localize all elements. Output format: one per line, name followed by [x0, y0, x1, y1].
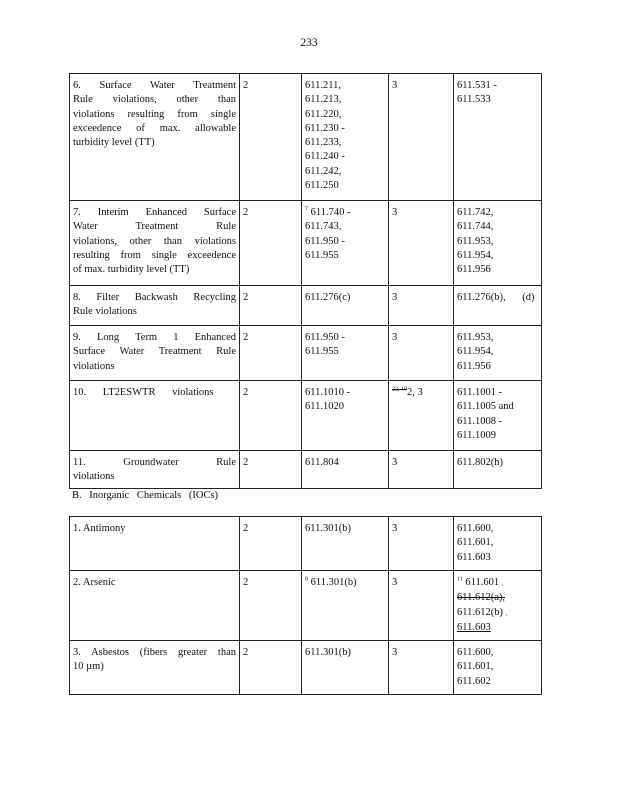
table-row [70, 571, 542, 641]
footnote-mark: 22, 10 [392, 386, 407, 393]
table-microbial [69, 73, 542, 489]
contaminant-cell: 2. Arsenic [70, 571, 240, 641]
contaminant-cell: 7. Interim Enhanced Surface Water Treatment Rule violations, other than violations resulting from single exceedence of max. turbidity level (TT) [70, 201, 240, 286]
citation-cell: 611.953, 611.954, 611.956 [454, 326, 542, 381]
tier-cell: 2 [240, 571, 302, 641]
citation-cell: 611.600, 611.601, 611.603 [454, 517, 542, 571]
citation-cell: 611.531 - 611.533 [454, 74, 542, 201]
page-number: 233 [300, 37, 318, 49]
citation-cell: 611.1010 - 611.1020 [302, 381, 389, 451]
citation-cell: $^8$ 611.301(b) [302, 571, 389, 641]
table-row [70, 201, 542, 286]
tier-cell: 3 [389, 451, 454, 489]
contaminant-cell: 9. Long Term 1 Enhanced Surface Water Treatment Rule violations [70, 326, 240, 381]
tier-cell: 2 [240, 201, 302, 286]
tier-cell: 3 [389, 571, 454, 641]
tier-cell: 2 [240, 517, 302, 571]
citation-cell: 611.301(b) [302, 641, 389, 695]
contaminant-cell: 6. Surface Water Treatment Rule violations, other than violations resulting from single exceedence of max. allowable turbidity level (TT) [70, 74, 240, 201]
footnote-mark: 11 [457, 576, 463, 583]
section-heading: B. Inorganic Chemicals (IOCs) [72, 490, 219, 501]
citation-cell: 611.276(c) [302, 286, 389, 326]
table-row [70, 74, 542, 201]
contaminant-cell: 3. Asbestos (fibers greater than 10 µm) [70, 641, 240, 695]
table-row [70, 641, 542, 695]
citation-cell: 611.600, 611.601, 611.602 [454, 641, 542, 695]
contaminant-cell: 11. Groundwater Rule violations [70, 451, 240, 489]
citation-cell: $^7$ 611.740 - 611.743, 611.950 - 611.955 [302, 201, 389, 286]
table-inorganic [69, 516, 542, 695]
citation-cell: 611.301(b) [302, 517, 389, 571]
tier-cell: 3 [389, 201, 454, 286]
citation-cell: 611.804 [302, 451, 389, 489]
citation-cell: 611.276(b), (d) [454, 286, 542, 326]
citation-cell: 611.1001 - 611.1005 and 611.1008 - 611.1009 [454, 381, 542, 451]
table-row [70, 517, 542, 571]
table-row [70, 326, 542, 381]
table-row [70, 381, 542, 451]
tier-cell: 3 [389, 74, 454, 201]
footnote-mark: 7 [305, 206, 308, 213]
tier-cell: 2 [240, 451, 302, 489]
contaminant-cell: 8. Filter Backwash Recycling Rule violations [70, 286, 240, 326]
tier-cell: 2 [240, 286, 302, 326]
tier-cell: $^{22, 10}$2, 3 [389, 381, 454, 451]
tier-cell: 3 [389, 286, 454, 326]
citation-cell: 611.211, 611.213, 611.220, 611.230 - 611.233, 611.240 - 611.242, 611.250 [302, 74, 389, 201]
table-row [70, 286, 542, 326]
contaminant-cell: 10. LT2ESWTR violations [70, 381, 240, 451]
citation-cell: 611.742, 611.744, 611.953, 611.954, 611.956 [454, 201, 542, 286]
citation-cell: $^{11}$ 611.601 , 611.612(a), 611.612(b) , 611.603 [454, 571, 542, 641]
tier-cell: 2 [240, 326, 302, 381]
tier-cell: 3 [389, 326, 454, 381]
citation-cell: 611.802(h) [454, 451, 542, 489]
tier-cell: 3 [389, 517, 454, 571]
footnote-mark: 8 [305, 576, 308, 583]
tier-cell: 2 [240, 381, 302, 451]
citation-cell: 611.950 - 611.955 [302, 326, 389, 381]
tier-cell: 2 [240, 74, 302, 201]
tier-cell: 2 [240, 641, 302, 695]
table-row [70, 451, 542, 489]
contaminant-cell: 1. Antimony [70, 517, 240, 571]
tier-cell: 3 [389, 641, 454, 695]
